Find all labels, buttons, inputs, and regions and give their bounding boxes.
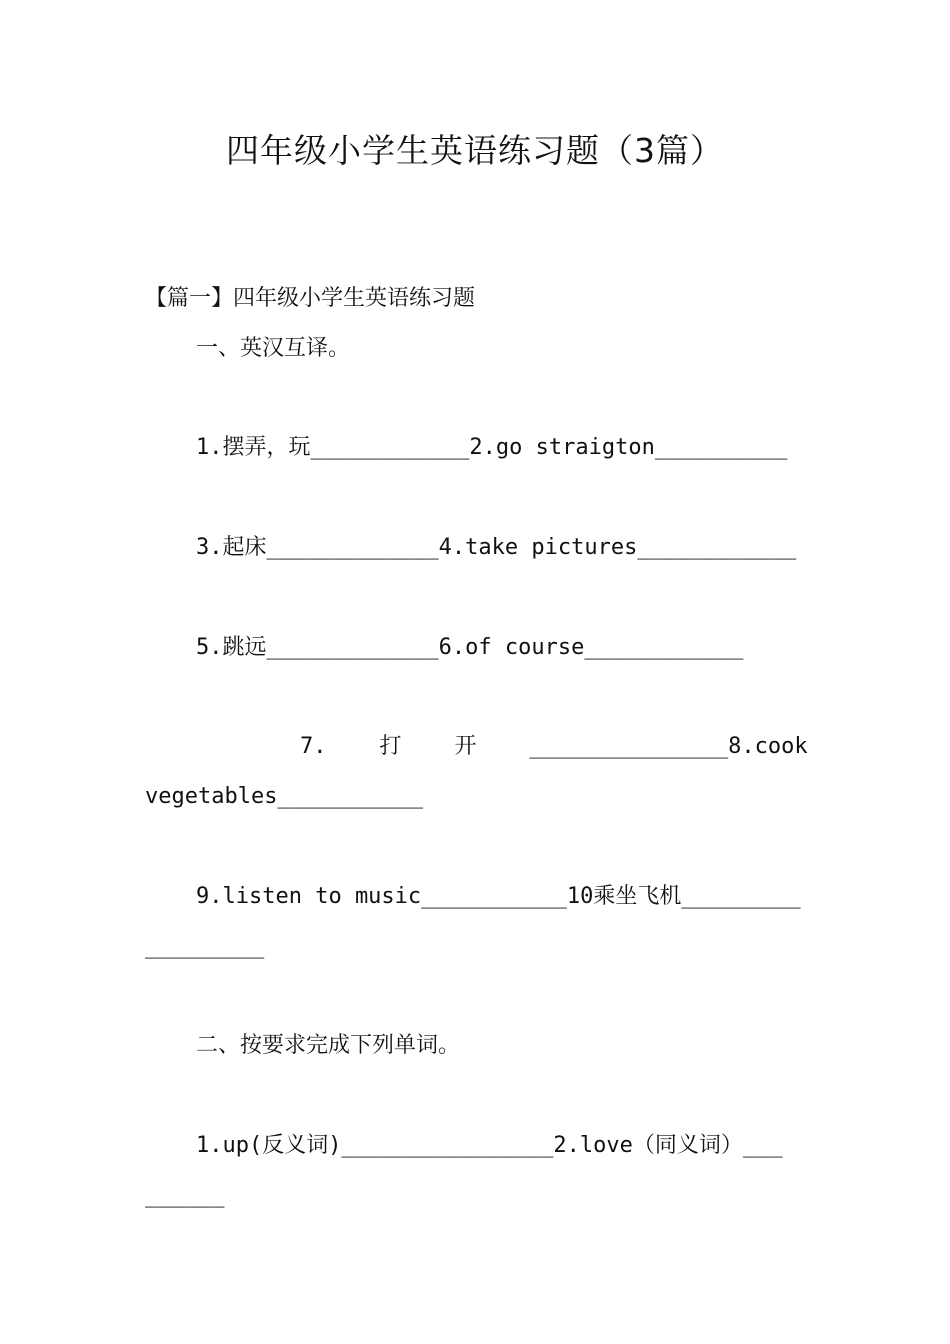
exercise-line: 7. 打 开 _______________8.cook xyxy=(300,734,808,759)
part-heading: 【篇一】四年级小学生英语练习题 xyxy=(145,286,476,311)
exercise-line-continuation: ______ xyxy=(145,1183,225,1208)
exercise-line: 3.起床_____________4.take pictures____________ xyxy=(196,535,797,560)
exercise-line: 9.listen to music___________10乘坐飞机_________ xyxy=(196,884,801,909)
exercise-line: 1.摆弄，玩____________2.go straigton__________ xyxy=(196,435,788,460)
exercise-line: 1.up(反义词)________________2.love（同义词）___ xyxy=(196,1133,783,1158)
section1-heading: 一、英汉互译。 xyxy=(196,336,351,361)
exercise-line-continuation: vegetables___________ xyxy=(145,784,424,809)
exercise-line: 5.跳远_____________6.of course____________ xyxy=(196,635,744,660)
document-title: 四年级小学生英语练习题（3篇） xyxy=(226,131,724,170)
exercise-line-continuation: _________ xyxy=(145,934,265,959)
section2-heading: 二、按要求完成下列单词。 xyxy=(196,1033,461,1058)
